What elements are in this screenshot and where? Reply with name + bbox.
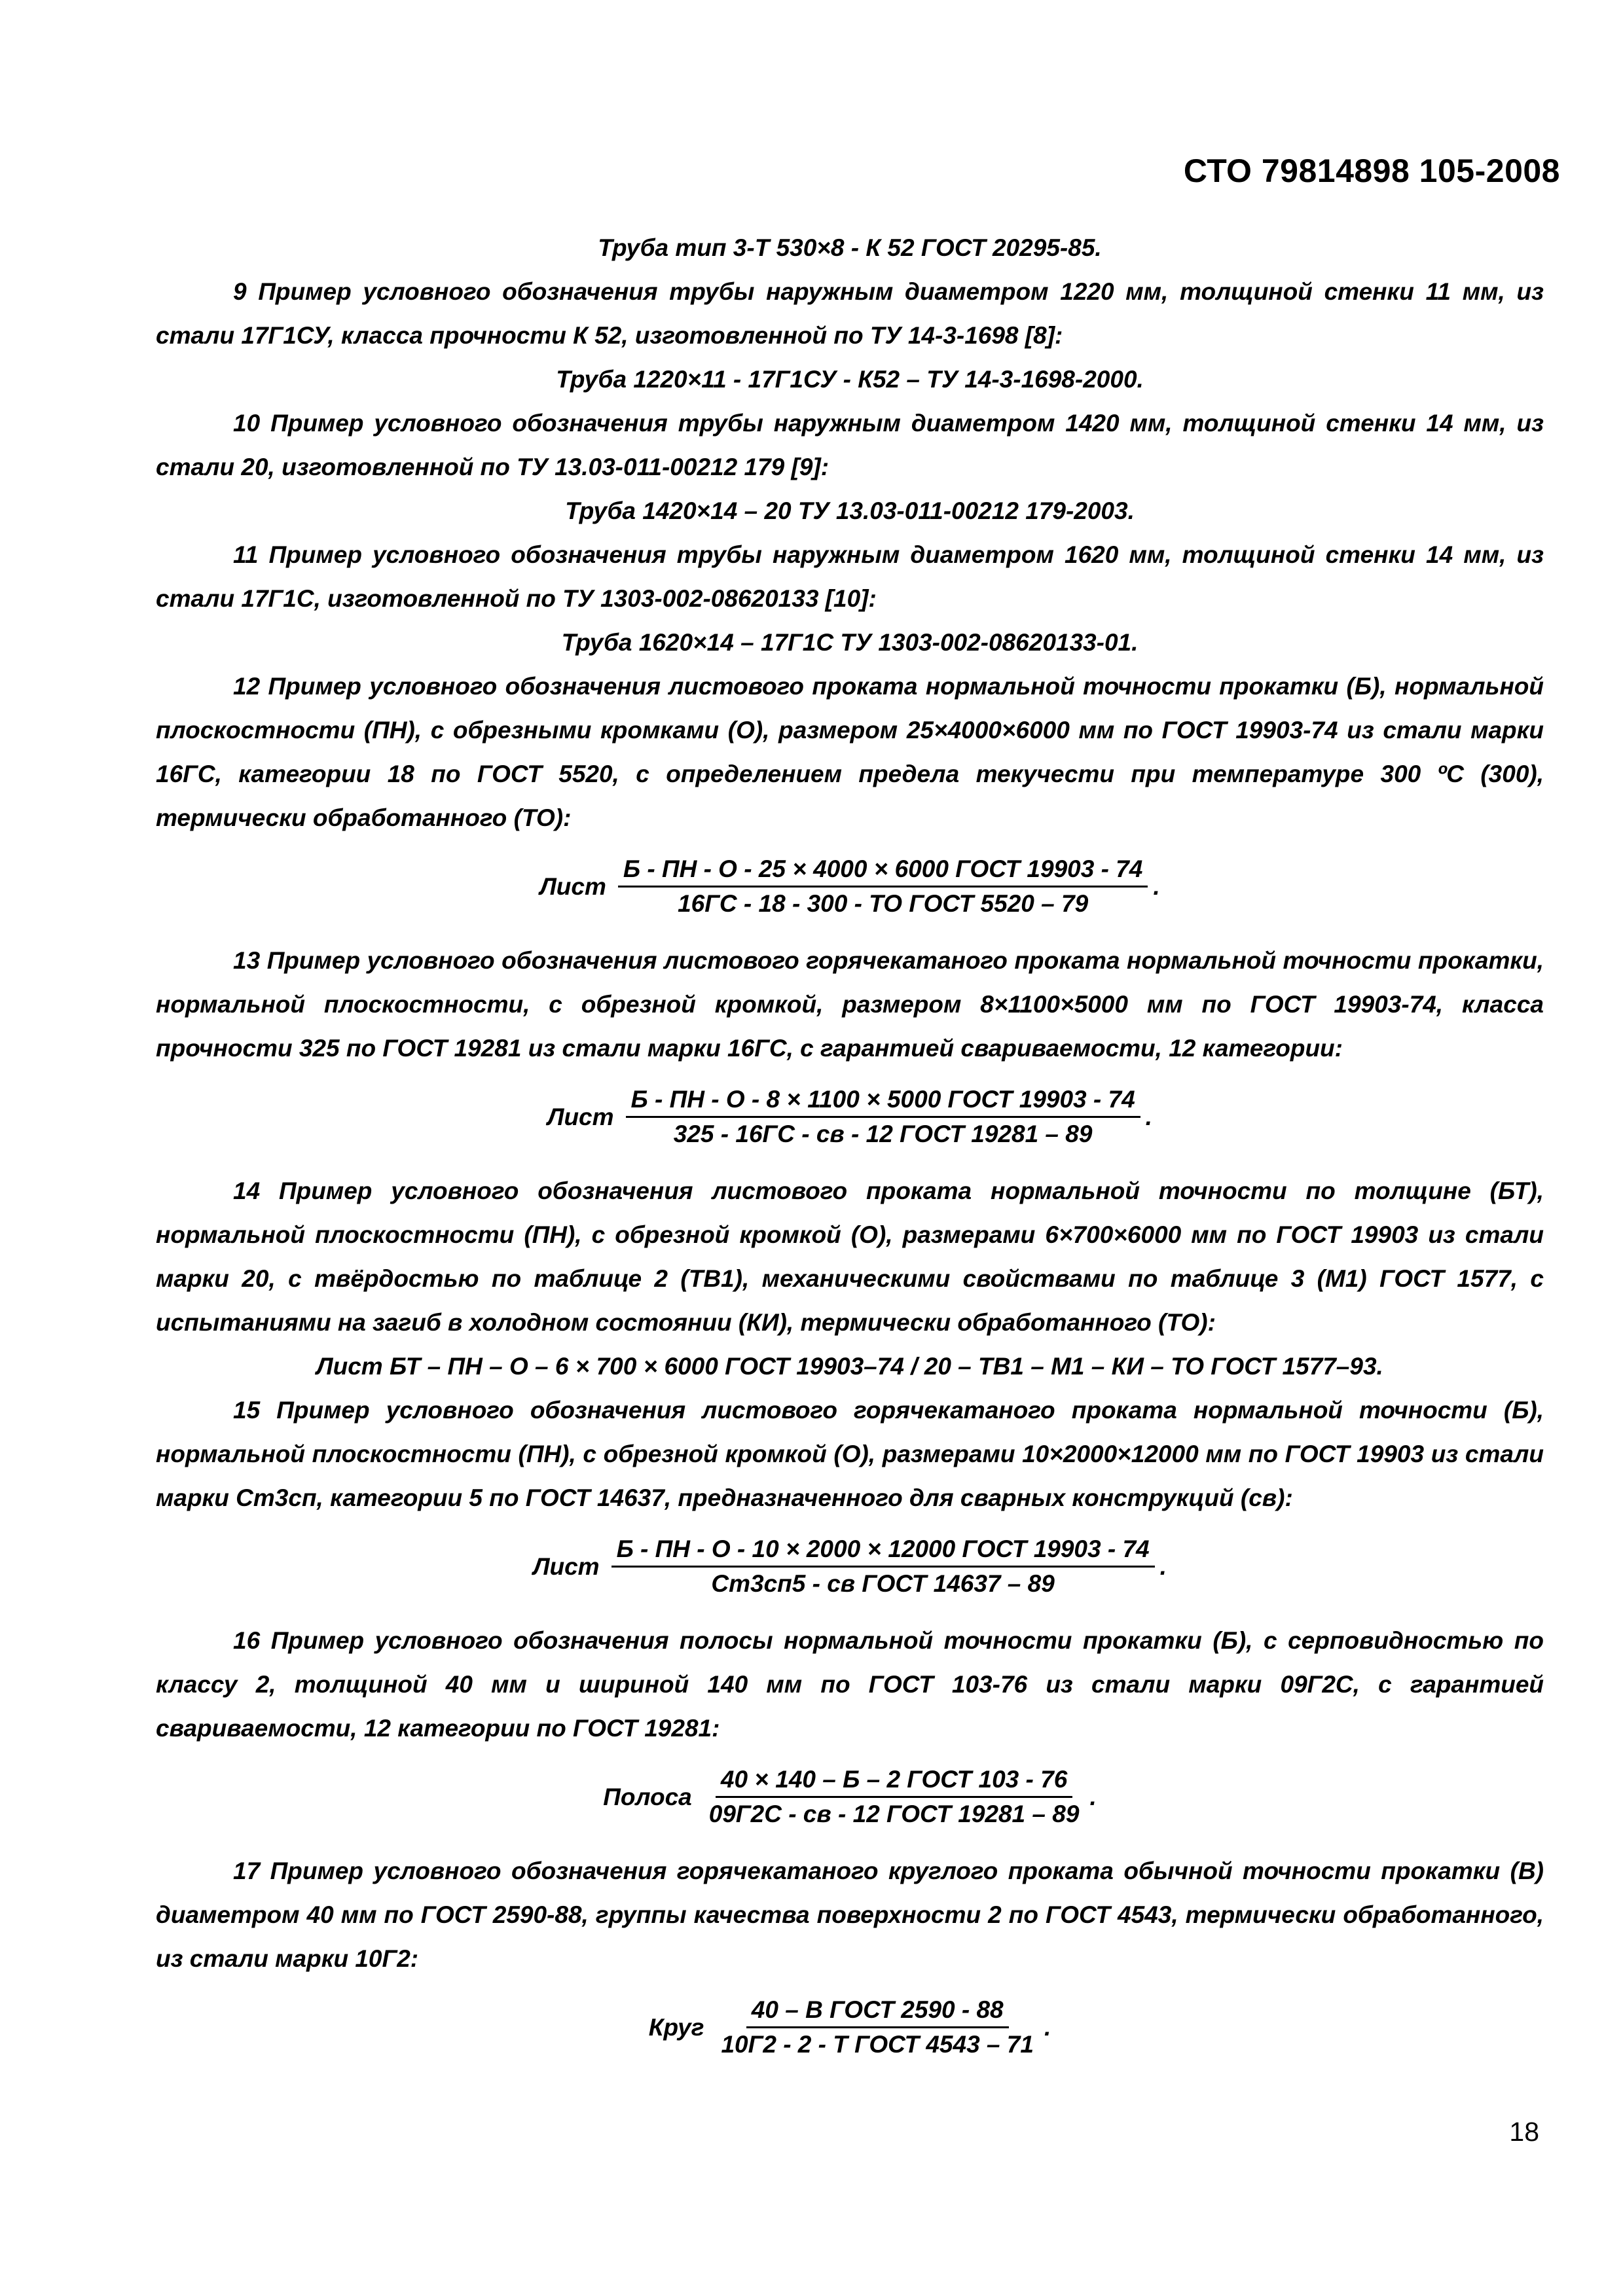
formula-denominator: 10Г2 - 2 - Т ГОСТ 4543 – 71 [721,2031,1034,2058]
example-13-text: 13 Пример условного обозначения листового горячекатаного проката нормальной точности прокатки, нормальной плоскостности, с обрезной кромкой, размером 8×1100×5000 мм по ГОСТ 19903-74, класса прочности 325 по ГОСТ 19281 из стали марки 16ГС, с гарантией свариваемости, 12 категории: [156,947,1544,1062]
formula-fraction [618,853,1148,920]
formula-label: Лист [547,1103,614,1130]
formula-denominator: 325 - 16ГС - св - 12 ГОСТ 19281 – 89 [673,1121,1093,1147]
example-17-formula [156,1994,1544,2061]
formula-fraction [626,1083,1140,1151]
formula-end: . [1153,873,1160,900]
formula-label: Лист [539,873,606,900]
formula-end: . [1089,1784,1097,1810]
formula-fraction [611,1533,1155,1600]
example-14-designation: Лист БТ – ПН – О – 6 × 700 × 6000 ГОСТ 19903–74 / 20 – ТВ1 – М1 – КИ – ТО ГОСТ 1577–93. [316,1353,1383,1380]
example-17-text: 17 Пример условного обозначения горячекатаного круглого проката обычной точности прокатки (В) диаметром 40 мм по ГОСТ 2590-88, группы качества поверхности 2 по ГОСТ 4543, термически обработанного, из стали марки 10Г2: [156,1857,1544,1972]
example-9-text: 9 Пример условного обозначения трубы наружным диаметром 1220 мм, толщиной стенки 11 мм, из стали 17Г1СУ, класса прочности К 52, изготовленной по ТУ 14-3-1698 [8]: [156,278,1544,349]
formula-numerator: Б - ПН - О - 25 × 4000 × 6000 ГОСТ 19903 - 74 [618,853,1148,888]
formula-label: Лист [533,1553,600,1580]
document-body [156,226,1544,2079]
example-15-text: 15 Пример условного обозначения листового горячекатаного проката нормальной точности (Б), нормальной плоскостности (ПН), с обрезной кромкой (О), размерами 10×2000×12000 мм по ГОСТ 19903 из стали марки Ст3сп, категории 5 по ГОСТ 14637, предназначенного для сварных конструкций (св): [156,1397,1544,1511]
formula-fraction [716,1994,1038,2061]
page-number: 18 [1509,2117,1539,2147]
formula-numerator: 40 × 140 – Б – 2 ГОСТ 103 - 76 [716,1763,1072,1798]
document-code: СТО 79814898 105-2008 [1183,152,1560,189]
example-10-text: 10 Пример условного обозначения трубы наружным диаметром 1420 мм, толщиной стенки 14 мм, из стали 20, изготовленной по ТУ 13.03-011-00212 179 [9]: [156,410,1544,480]
example-10-designation: Труба 1420×14 – 20 ТУ 13.03-011-00212 179-2003. [565,497,1135,524]
formula-numerator: 40 – В ГОСТ 2590 - 88 [746,1994,1009,2028]
formula-end: . [1145,1103,1152,1130]
formula-fraction [704,1763,1085,1831]
formula-denominator: 16ГС - 18 - 300 - ТО ГОСТ 5520 – 79 [678,890,1089,917]
example-16-formula [156,1763,1544,1831]
formula-numerator: Б - ПН - О - 8 × 1100 × 5000 ГОСТ 19903 - 74 [626,1083,1140,1118]
example-12-formula [156,853,1544,920]
pipe-designation-line: Труба тип 3-Т 530×8 - К 52 ГОСТ 20295-85. [598,234,1102,261]
example-11-designation: Труба 1620×14 – 17Г1С ТУ 1303-002-08620133-01. [561,629,1139,656]
formula-denominator: 09Г2С - св - 12 ГОСТ 19281 – 89 [708,1801,1080,1827]
example-16-text: 16 Пример условного обозначения полосы нормальной точности прокатки (Б), с серповидностью по классу 2, толщиной 40 мм и шириной 140 мм по ГОСТ 103-76 из стали марки 09Г2С, с гарантией свариваемости, 12 категории по ГОСТ 19281: [156,1627,1544,1742]
formula-end: . [1044,2014,1051,2041]
formula-end: . [1159,1553,1167,1580]
example-14-text: 14 Пример условного обозначения листового проката нормальной точности по толщине (БТ), нормальной плоскостности (ПН), с обрезной кромкой (О), размерами 6×700×6000 мм по ГОСТ 19903 из стали марки 20, с твёрдостью по таблице 2 (ТВ1), механическими свойствами по таблице 3 (М1) ГОСТ 1577, с испытаниями на загиб в холодном состоянии (КИ), термически обработанного (ТО): [156,1177,1544,1336]
example-12-text: 12 Пример условного обозначения листового проката нормальной точности прокатки (Б), нормальной плоскостности (ПН), с обрезными кромками (О), размером 25×4000×6000 мм по ГОСТ 19903-74 из стали марки 16ГС, категории 18 по ГОСТ 5520, с определением предела текучести при температуре 300 ºС (300), термически обработанного (ТО): [156,673,1544,831]
example-15-formula [156,1533,1544,1600]
example-13-formula [156,1083,1544,1151]
formula-denominator: Ст3сп5 - св ГОСТ 14637 – 89 [711,1570,1055,1597]
formula-label: Круг [648,2014,704,2041]
formula-label: Полоса [603,1784,692,1810]
example-9-designation: Труба 1220×11 - 17Г1СУ - К52 – ТУ 14-3-1698-2000. [556,366,1144,393]
formula-numerator: Б - ПН - О - 10 × 2000 × 12000 ГОСТ 19903 - 74 [611,1533,1155,1568]
example-11-text: 11 Пример условного обозначения трубы наружным диаметром 1620 мм, толщиной стенки 14 мм, из стали 17Г1С, изготовленной по ТУ 1303-002-08620133 [10]: [156,541,1544,612]
